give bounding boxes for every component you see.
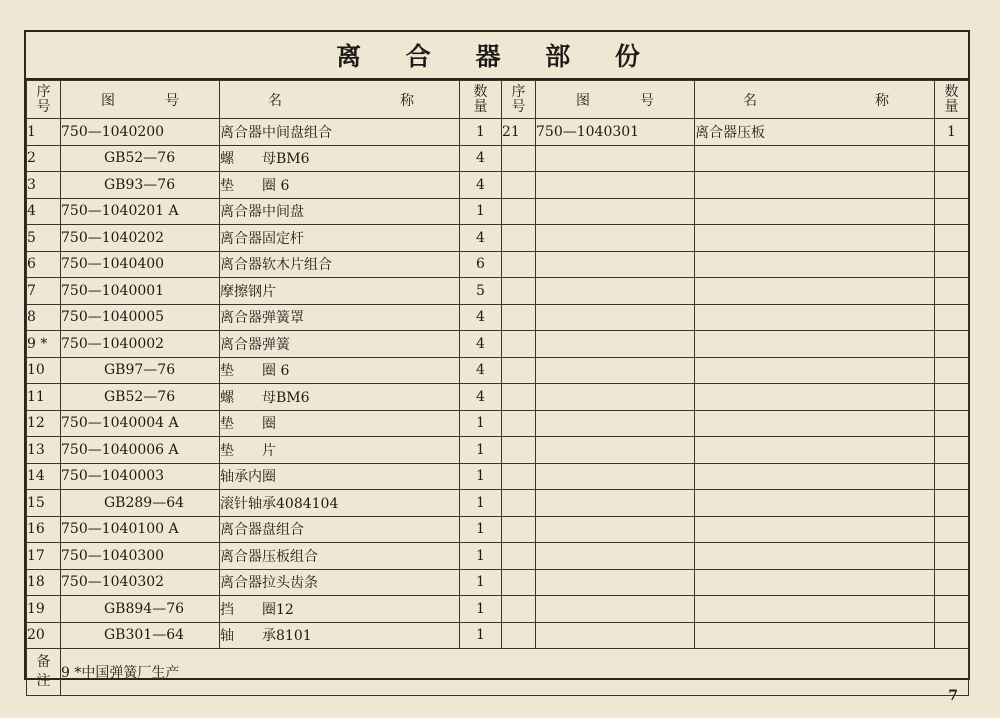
row-drawing-number: 750—1040300 xyxy=(61,543,220,570)
row-quantity-right xyxy=(935,198,969,225)
row-part-name: 挡 圈12 xyxy=(220,596,460,623)
table-row xyxy=(27,569,969,596)
header-drawing: 图 号 xyxy=(61,81,220,119)
row-quantity: 1 xyxy=(460,463,502,490)
row-seq-right xyxy=(502,516,536,543)
row-quantity: 4 xyxy=(460,145,502,172)
row-part-name: 离合器固定杆 xyxy=(220,225,460,252)
row-drawing-number-right xyxy=(536,304,695,331)
row-seq: 18 xyxy=(27,569,61,596)
row-quantity: 1 xyxy=(460,543,502,570)
row-part-name: 离合器盘组合 xyxy=(220,516,460,543)
row-drawing-number-right xyxy=(536,410,695,437)
row-part-name-right xyxy=(695,145,935,172)
row-part-name-right xyxy=(695,251,935,278)
row-seq-right xyxy=(502,331,536,358)
row-quantity-right xyxy=(935,516,969,543)
row-seq: 17 xyxy=(27,543,61,570)
row-quantity-right xyxy=(935,569,969,596)
row-quantity: 1 xyxy=(460,622,502,649)
note-label: 备 注 xyxy=(27,649,61,696)
row-quantity-right xyxy=(935,278,969,305)
row-drawing-number: 750—1040004 A xyxy=(61,410,220,437)
row-quantity: 1 xyxy=(460,569,502,596)
table-row xyxy=(27,357,969,384)
row-part-name: 轴 承8101 xyxy=(220,622,460,649)
row-seq: 15 xyxy=(27,490,61,517)
row-drawing-number: GB289—64 xyxy=(61,490,220,517)
row-drawing-number-right xyxy=(536,384,695,411)
table-row xyxy=(27,384,969,411)
row-part-name-right xyxy=(695,331,935,358)
row-quantity: 1 xyxy=(460,490,502,517)
row-part-name-right xyxy=(695,543,935,570)
row-drawing-number: 750—1040202 xyxy=(61,225,220,252)
row-quantity: 1 xyxy=(460,596,502,623)
row-part-name-right xyxy=(695,384,935,411)
row-part-name: 滚针轴承4084104 xyxy=(220,490,460,517)
row-part-name-right xyxy=(695,596,935,623)
row-quantity-right xyxy=(935,145,969,172)
row-quantity: 1 xyxy=(460,198,502,225)
row-part-name: 垫 圈 6 xyxy=(220,172,460,199)
row-quantity-right xyxy=(935,437,969,464)
row-drawing-number-right xyxy=(536,145,695,172)
header-name: 名 称 xyxy=(220,81,460,119)
row-quantity: 1 xyxy=(460,437,502,464)
row-quantity: 1 xyxy=(460,119,502,146)
row-seq: 9 * xyxy=(27,331,61,358)
row-seq-right xyxy=(502,304,536,331)
parts-sheet-frame xyxy=(24,30,970,689)
row-part-name-right xyxy=(695,516,935,543)
row-drawing-number: GB301—64 xyxy=(61,622,220,649)
table-row xyxy=(27,490,969,517)
row-seq: 4 xyxy=(27,198,61,225)
row-seq-right xyxy=(502,490,536,517)
row-drawing-number: GB93—76 xyxy=(61,172,220,199)
row-seq-right xyxy=(502,622,536,649)
row-drawing-number-right xyxy=(536,463,695,490)
row-part-name-right xyxy=(695,437,935,464)
row-drawing-number: 750—1040200 xyxy=(61,119,220,146)
table-row xyxy=(27,463,969,490)
row-seq: 6 xyxy=(27,251,61,278)
row-quantity-right xyxy=(935,251,969,278)
table-row xyxy=(27,119,969,146)
row-drawing-number: GB52—76 xyxy=(61,145,220,172)
page-title: 离 合 器 部 份 xyxy=(26,32,968,80)
row-seq: 13 xyxy=(27,437,61,464)
row-seq-right xyxy=(502,172,536,199)
row-drawing-number: 750—1040100 A xyxy=(61,516,220,543)
row-quantity-right xyxy=(935,304,969,331)
row-part-name-right xyxy=(695,172,935,199)
row-seq: 19 xyxy=(27,596,61,623)
row-drawing-number: 750—1040302 xyxy=(61,569,220,596)
row-part-name-right xyxy=(695,357,935,384)
table-row xyxy=(27,622,969,649)
row-drawing-number: GB894—76 xyxy=(61,596,220,623)
row-quantity-right xyxy=(935,357,969,384)
row-quantity-right xyxy=(935,410,969,437)
row-part-name: 垫 片 xyxy=(220,437,460,464)
row-seq: 5 xyxy=(27,225,61,252)
row-seq-right xyxy=(502,198,536,225)
row-drawing-number-right xyxy=(536,622,695,649)
row-part-name: 离合器弹簧罩 xyxy=(220,304,460,331)
row-seq: 12 xyxy=(27,410,61,437)
row-seq: 10 xyxy=(27,357,61,384)
table-row xyxy=(27,543,969,570)
table-row xyxy=(27,304,969,331)
row-seq-right xyxy=(502,437,536,464)
row-seq-right xyxy=(502,357,536,384)
row-drawing-number: 750—1040003 xyxy=(61,463,220,490)
row-part-name-right xyxy=(695,198,935,225)
row-seq-right xyxy=(502,251,536,278)
row-drawing-number-right xyxy=(536,357,695,384)
header-name-right: 名 称 xyxy=(695,81,935,119)
note-row xyxy=(27,649,969,696)
row-part-name: 螺 母BM6 xyxy=(220,384,460,411)
table-row xyxy=(27,251,969,278)
row-part-name-right xyxy=(695,569,935,596)
row-part-name-right: 离合器压板 xyxy=(695,119,935,146)
row-part-name-right xyxy=(695,278,935,305)
row-drawing-number: GB97—76 xyxy=(61,357,220,384)
row-quantity: 4 xyxy=(460,225,502,252)
header-drawing-right: 图 号 xyxy=(536,81,695,119)
row-drawing-number: 750—1040400 xyxy=(61,251,220,278)
table-header-row xyxy=(27,81,969,119)
row-part-name: 垫 圈 xyxy=(220,410,460,437)
row-quantity: 1 xyxy=(460,410,502,437)
note-text: 9 *中国弹簧厂生产 xyxy=(61,649,969,696)
row-quantity: 5 xyxy=(460,278,502,305)
table-row xyxy=(27,278,969,305)
row-part-name: 螺 母BM6 xyxy=(220,145,460,172)
row-seq: 16 xyxy=(27,516,61,543)
row-quantity-right xyxy=(935,384,969,411)
row-drawing-number-right xyxy=(536,251,695,278)
row-quantity: 6 xyxy=(460,251,502,278)
row-seq-right xyxy=(502,463,536,490)
row-drawing-number-right xyxy=(536,278,695,305)
table-row xyxy=(27,331,969,358)
parts-table xyxy=(26,80,969,696)
row-quantity-right xyxy=(935,596,969,623)
row-quantity: 4 xyxy=(460,357,502,384)
row-quantity-right xyxy=(935,543,969,570)
row-part-name-right xyxy=(695,463,935,490)
row-part-name-right xyxy=(695,622,935,649)
header-seq: 序 号 xyxy=(27,81,61,119)
row-seq: 2 xyxy=(27,145,61,172)
row-quantity: 4 xyxy=(460,384,502,411)
row-seq-right xyxy=(502,145,536,172)
row-part-name: 摩擦钢片 xyxy=(220,278,460,305)
row-drawing-number: GB52—76 xyxy=(61,384,220,411)
row-quantity: 1 xyxy=(460,516,502,543)
row-drawing-number-right xyxy=(536,331,695,358)
row-part-name-right xyxy=(695,225,935,252)
header-qty-right: 数 量 xyxy=(935,81,969,119)
row-part-name: 离合器中间盘 xyxy=(220,198,460,225)
row-drawing-number: 750—1040005 xyxy=(61,304,220,331)
table-row xyxy=(27,145,969,172)
row-quantity: 4 xyxy=(460,304,502,331)
row-quantity-right xyxy=(935,622,969,649)
row-drawing-number-right xyxy=(536,596,695,623)
row-drawing-number-right xyxy=(536,490,695,517)
row-part-name: 轴承内圈 xyxy=(220,463,460,490)
row-seq-right xyxy=(502,569,536,596)
table-row xyxy=(27,172,969,199)
table-row xyxy=(27,225,969,252)
row-seq: 7 xyxy=(27,278,61,305)
row-seq: 11 xyxy=(27,384,61,411)
table-row xyxy=(27,410,969,437)
row-seq-right xyxy=(502,596,536,623)
row-quantity-right xyxy=(935,225,969,252)
row-seq: 3 xyxy=(27,172,61,199)
row-drawing-number-right xyxy=(536,225,695,252)
row-seq-right xyxy=(502,410,536,437)
row-seq-right xyxy=(502,543,536,570)
row-seq-right xyxy=(502,384,536,411)
row-seq-right xyxy=(502,225,536,252)
row-seq-right xyxy=(502,278,536,305)
row-drawing-number-right: 750—1040301 xyxy=(536,119,695,146)
page-number: 7 xyxy=(948,688,958,704)
row-part-name-right xyxy=(695,410,935,437)
row-part-name: 离合器拉头齿条 xyxy=(220,569,460,596)
row-drawing-number-right xyxy=(536,516,695,543)
header-qty: 数 量 xyxy=(460,81,502,119)
row-part-name-right xyxy=(695,304,935,331)
row-part-name: 离合器中间盘组合 xyxy=(220,119,460,146)
table-row xyxy=(27,516,969,543)
row-quantity-right: 1 xyxy=(935,119,969,146)
table-row xyxy=(27,596,969,623)
row-quantity-right xyxy=(935,172,969,199)
row-drawing-number-right xyxy=(536,569,695,596)
row-part-name: 垫 圈 6 xyxy=(220,357,460,384)
row-drawing-number-right xyxy=(536,543,695,570)
row-seq: 1 xyxy=(27,119,61,146)
row-part-name: 离合器弹簧 xyxy=(220,331,460,358)
row-quantity-right xyxy=(935,463,969,490)
row-drawing-number: 750—1040001 xyxy=(61,278,220,305)
row-drawing-number: 750—1040201 A xyxy=(61,198,220,225)
row-part-name: 离合器软木片组合 xyxy=(220,251,460,278)
row-drawing-number: 750—1040006 A xyxy=(61,437,220,464)
table-row xyxy=(27,198,969,225)
row-drawing-number-right xyxy=(536,172,695,199)
row-drawing-number: 750—1040002 xyxy=(61,331,220,358)
row-part-name: 离合器压板组合 xyxy=(220,543,460,570)
row-part-name-right xyxy=(695,490,935,517)
row-seq-right: 21 xyxy=(502,119,536,146)
row-drawing-number-right xyxy=(536,198,695,225)
header-seq-right: 序 号 xyxy=(502,81,536,119)
row-drawing-number-right xyxy=(536,437,695,464)
row-quantity-right xyxy=(935,331,969,358)
row-quantity-right xyxy=(935,490,969,517)
row-seq: 14 xyxy=(27,463,61,490)
row-seq: 20 xyxy=(27,622,61,649)
table-row xyxy=(27,437,969,464)
row-quantity: 4 xyxy=(460,331,502,358)
row-seq: 8 xyxy=(27,304,61,331)
row-quantity: 4 xyxy=(460,172,502,199)
